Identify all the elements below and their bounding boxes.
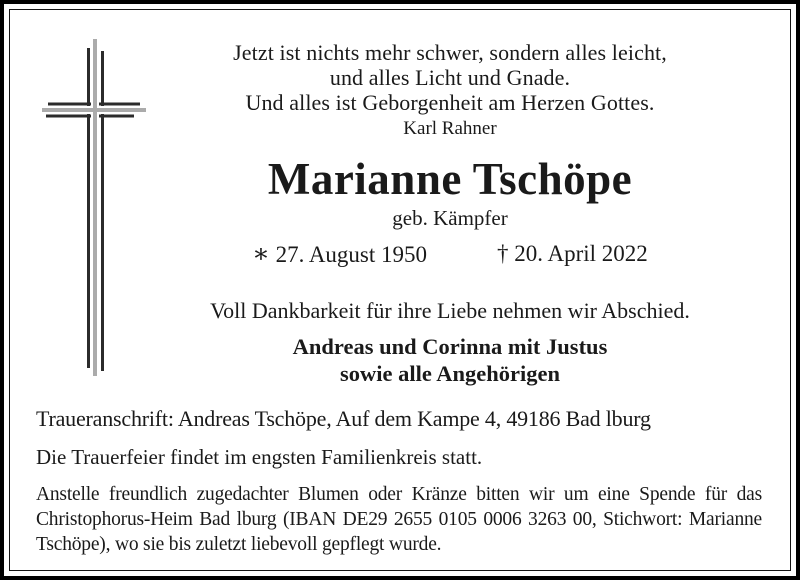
death-date: [497, 240, 648, 268]
born-star-icon: ∗: [252, 239, 270, 268]
death-date-text: 20. April 2022: [514, 241, 648, 266]
practical-info-column: [36, 406, 762, 557]
memorial-center-column: [140, 40, 760, 387]
life-dates: [140, 240, 760, 268]
quote-line: Jetzt ist nichts mehr schwer, sondern alles leicht,: [233, 40, 667, 65]
quote-line: und alles Licht und Gnade.: [329, 65, 571, 90]
mourners-line: sowie alle Angehörigen: [340, 361, 560, 386]
farewell-statement: Voll Dankbarkeit für ihre Liebe nehmen wir Abschied.: [210, 298, 690, 323]
birth-date: [252, 240, 427, 268]
dagger-icon: †: [497, 241, 509, 266]
mourners-line: Andreas und Corinna mit Justus: [292, 334, 608, 359]
donation-paragraph: [36, 482, 762, 557]
quote-line: Und alles ist Geborgenheit am Herzen Gottes.: [245, 90, 655, 115]
birth-date-text: 27. August 1950: [275, 242, 428, 267]
deceased-name: Marianne Tschöpe: [267, 154, 633, 204]
ceremony-note: Die Trauerfeier findet im engsten Familienkreis statt.: [36, 445, 483, 469]
quote-attribution: Karl Rahner: [403, 118, 497, 139]
opening-quote: [140, 40, 760, 140]
mourners-block: [140, 333, 760, 387]
birth-name: geb. Kämpfer: [392, 206, 508, 230]
mourning-address: Traueranschrift: Andreas Tschöpe, Auf dem Kampe 4, 49186 Bad lburg: [36, 406, 651, 431]
donation-line: Tschöpe), wo sie bis zuletzt liebevoll gepflegt wurde.: [36, 534, 442, 555]
donation-line: Anstelle freundlich zugedachter Blumen oder Kränze bitten wir um eine Spende für das: [36, 484, 762, 505]
donation-line: Christophorus-Heim Bad lburg (IBAN DE29 2655 0105 0006 3263 00, Stichwort: Marianne: [36, 509, 762, 530]
